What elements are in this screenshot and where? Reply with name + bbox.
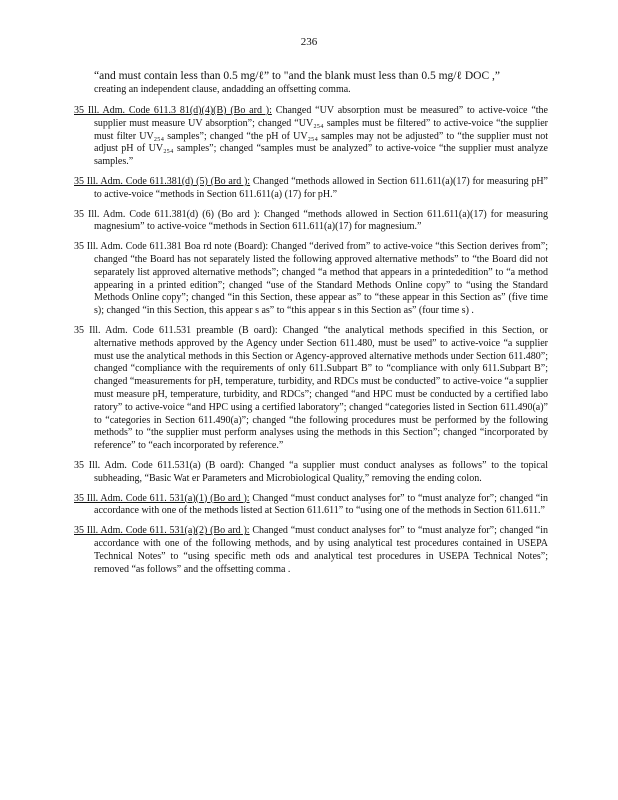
entry-citation: 35 Ill. Adm. Code 611.531 preamble (B oard): <box>74 324 278 336</box>
amendment-entry <box>74 460 548 486</box>
document-body <box>74 70 548 583</box>
entry-text: Changed “a supplier must conduct analyses as follows” to the topical subheading, “Basic Wat er Parameters and Microbiological Quality,” removing the ending colon. <box>94 459 548 484</box>
entry-text: Changed “methods allowed in Section 611.611(a)(17) for measuring pH” to active-voice “methods in Section 611.611(a) (17) for pH.” <box>94 175 548 200</box>
entry-text: Changed “methods allowed in Section 611.611(a)(17) for measuring magnesium” to active-voice “methods in Section 611.611(a)(17) for magnesium.” <box>94 208 548 233</box>
amendment-entry <box>74 241 548 318</box>
amendment-entry <box>74 105 548 169</box>
lead-line-2: creating an independent clause, andadding an offsetting comma. <box>94 84 351 95</box>
entry-text: Changed “must conduct analyses for” to “must analyze for”; changed “in accordance with one of the methods listed at Section 611.611” to “using one of the methods in Section 611.611.” <box>94 492 548 517</box>
amendment-entry <box>74 325 548 453</box>
amendment-entry <box>74 209 548 235</box>
amendment-entry <box>74 176 548 202</box>
entry-text: Changed “derived from” to active-voice “this Section derives from”; changed “the Board has not separately listed the following approved alternative methods” to “the Board did not separately list approved alternative methods”; changed “a method that appears in a printededition” to “a method appearing in a printed edition”; changed “use of the Standard Methods Online copy” to “using the Standard Methods Online copy”; changed “in this Section, these appear as” to “these appear in this Section as” (five time s); changed “in this Section, this appear s as” to “this appear s in this Section as” (four time s) . <box>94 241 548 317</box>
entry-citation: 35 Ill. Adm. Code 611.381(d) (5) (Bo ard ): <box>74 175 251 187</box>
amendment-entry <box>74 493 548 519</box>
entry-citation: 35 Ill. Adm. Code 611.381(d) (6) (Bo ard ): <box>74 208 260 220</box>
lead-line-1: “and must contain less than 0.5 mg/ℓ” to "and the blank must less than 0.5 mg/ℓ DOC ,” <box>94 70 501 82</box>
entry-citation: 35 Ill. Adm. Code 611. 531(a)(2) (Bo ard ): <box>74 525 250 537</box>
amendment-entry <box>74 525 548 576</box>
entry-citation: 35 Ill. Adm. Code 611.3 81(d)(4)(B) (Bo ard ): <box>74 105 272 116</box>
page-number: 236 <box>300 36 318 48</box>
entry-citation: 35 Ill. Adm. Code 611. 531(a)(1) (Bo ard ): <box>74 492 250 504</box>
entry-citation: 35 Ill. Adm. Code 611.381 Boa rd note (Board): <box>74 241 269 253</box>
entry-citation: 35 Ill. Adm. Code 611.531(a) (B oard): <box>74 459 245 471</box>
entry-text: Changed “the analytical methods specified in this Section, or alternative methods approved by the Agency under Section 611.480, must be used” to active-voice “a supplier must use the analytical methods in this Section or Agency-approved alternative methods under Section 611.480”; changed “compliance with the requirements of only 611.Subpart B” to “compliance with only 611.Subpart B”; changed “measurements for pH, temperature, turbidity, and RDCs must be conducted” to active-voice “a supplier must measure pH, temperature, turbidity, and RDCs”; changed “and HPC must be conducted by a certified labo ratory” to active-voice “and HPC using a certified laboratory”; changed “categories listed in Section 611.490(a)” to “categories in Section 611.490(a)”; changed “the following procedures must be performed by the following methods” to “the supplier must perform analyses using the methods in this Section”; changed “incorporated by reference” to “each incorporated by reference.” <box>94 324 548 452</box>
entry-text: Changed “UV absorption must be measured” to active-voice “the supplier must measure UV absorption”; changed “UV₂₅₄ samples must be filtered” to active-voice “the supplier must filter UV₂₅₄ samples”; changed “the pH of UV₂₅₄ samples may not be adjusted” to “the supplier must not adjust pH of UV₂₅₄ samples”; changed “samples must be analyzed” to active-voice “the supplier must analyze samples.” <box>94 105 548 168</box>
lead-paragraph <box>74 70 548 96</box>
entry-text: Changed “must conduct analyses for” to “must analyze for”; changed “in accordance with one of the following methods, and by using analytical test procedures contained in USEPA Technical Notes” to “using specific meth ods and analytical test procedures in USEPA Technical Notes”; removed “as follows” and the offsetting comma . <box>94 525 548 575</box>
